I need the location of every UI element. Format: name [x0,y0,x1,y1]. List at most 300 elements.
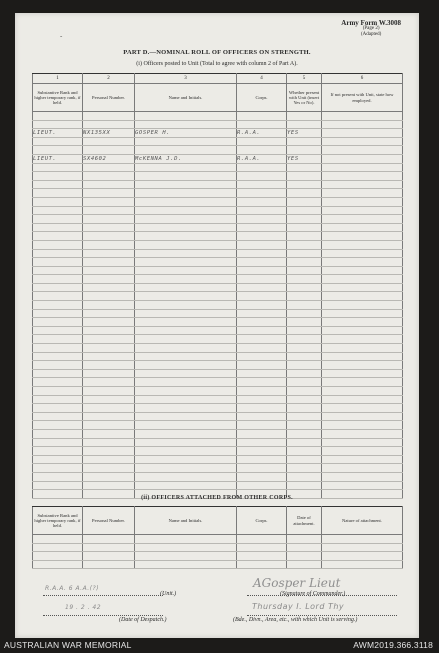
entry-personal-number [83,429,135,438]
header-rank: Substantive Rank and higher temporary rank, if held. [33,507,83,535]
entry-personal-number [83,447,135,456]
entry-corps [237,404,287,413]
entry-personal-number [83,223,135,232]
entry-employment [322,215,403,224]
entry-corps [237,215,287,224]
entry-name [135,472,237,481]
entry-personal-number [83,301,135,310]
unit-label: (Unit.) [160,591,177,597]
entry-name [135,535,237,544]
entry-rank [33,292,83,301]
table-row [33,481,403,490]
table-row [33,206,403,215]
entry-name [135,249,237,258]
entry-personal-number [83,369,135,378]
table-row [33,429,403,438]
entry-name [135,344,237,353]
entry-personal-number [83,249,135,258]
header-name: Name and Initials. [135,507,237,535]
entry-corps [237,535,287,544]
entry-present [287,206,322,215]
entry-personal-number [83,335,135,344]
entry-personal-number [83,172,135,181]
entry-rank [33,206,83,215]
entry-corps [237,240,287,249]
header-corps: Corps. [237,507,287,535]
table-row [33,249,403,258]
entry-corps [237,429,287,438]
entry-rank [33,146,83,155]
header-present: Whether present with Unit (insert Yes or No). [287,84,322,112]
entry-present: YES [287,154,322,163]
table-row [33,361,403,370]
entry-present [287,258,322,267]
entry-employment [322,447,403,456]
entry-rank [33,301,83,310]
entry-name [135,412,237,421]
table-row [33,369,403,378]
entry-name [135,283,237,292]
entry-present [287,412,322,421]
entry-rank [33,240,83,249]
entry-rank [33,172,83,181]
entry-name [135,240,237,249]
entry-corps [237,369,287,378]
table-row [33,240,403,249]
entry-present [287,146,322,155]
entry-employment [322,206,403,215]
entry-corps [237,455,287,464]
entry-employment [322,378,403,387]
col-number: 5 [287,74,322,84]
table-row [33,464,403,473]
entry-present [287,404,322,413]
entry-corps [237,137,287,146]
table-row [33,535,403,544]
entry-employment [322,395,403,404]
entry-present [287,344,322,353]
table-row [33,344,403,353]
table-row [33,275,403,284]
entry-employment [322,223,403,232]
table-row [33,146,403,155]
entry-corps [237,189,287,198]
entry-corps [237,275,287,284]
table-row [33,447,403,456]
entry-present [287,120,322,129]
entry-rank [33,455,83,464]
entry-present [287,189,322,198]
formation-value: Thursday I. Lord Thy [252,602,345,611]
table-row [33,120,403,129]
entry-present [287,447,322,456]
entry-personal-number [83,378,135,387]
entry-employment [322,535,403,544]
entry-name [135,421,237,430]
entry-corps [237,352,287,361]
entry-personal-number [83,455,135,464]
table-row [33,292,403,301]
entry-personal-number [83,258,135,267]
entry-corps [237,258,287,267]
entry-rank [33,421,83,430]
entry-personal-number [83,112,135,121]
entry-name [135,266,237,275]
entry-name [135,189,237,198]
entry-present [287,240,322,249]
entry-present [287,543,322,552]
entry-corps [237,438,287,447]
entry-employment [322,404,403,413]
entry-present [287,172,322,181]
entry-personal-number [83,283,135,292]
table-row [33,137,403,146]
entry-corps [237,120,287,129]
header-name: Name and Initials. [135,84,237,112]
entry-personal-number [83,481,135,490]
entry-employment [322,326,403,335]
entry-name [135,258,237,267]
entry-name [135,301,237,310]
entry-rank [33,112,83,121]
entry-name [135,180,237,189]
part-title: PART D.—NOMINAL ROLL OF OFFICERS ON STRENGTH. [123,49,311,56]
entry-personal-number [83,464,135,473]
entry-name [135,560,237,569]
entry-personal-number [83,266,135,275]
entry-present [287,335,322,344]
entry-corps [237,266,287,275]
despatch-line [43,615,163,616]
entry-corps [237,472,287,481]
entry-employment [322,292,403,301]
table-row [33,154,403,163]
table-row [33,180,403,189]
entry-rank [33,464,83,473]
entry-employment [322,543,403,552]
entry-employment [322,232,403,241]
entry-name [135,223,237,232]
header-attachment-date: Date of attachment. [287,507,322,535]
entry-rank [33,120,83,129]
entry-corps: R.A.A. [237,129,287,138]
entry-corps: R.A.A. [237,154,287,163]
entry-name [135,335,237,344]
table-row [33,215,403,224]
entry-corps [237,206,287,215]
entry-corps [237,387,287,396]
entry-personal-number [83,275,135,284]
entry-rank [33,472,83,481]
entry-present [287,223,322,232]
entry-personal-number [83,240,135,249]
entry-employment [322,112,403,121]
entry-name [135,455,237,464]
entry-personal-number [83,326,135,335]
entry-employment [322,472,403,481]
despatch-label: (Date of Despatch.) [119,617,167,623]
formation-label: (Bde., Divn., Area, etc., with which Unit is serving.) [233,617,358,623]
entry-name [135,309,237,318]
table-row [33,543,403,552]
table-row [33,395,403,404]
entry-personal-number: SX4602 [83,154,135,163]
entry-name [135,163,237,172]
entry-rank [33,283,83,292]
entry-name [135,552,237,561]
entry-employment [322,361,403,370]
entry-corps [237,464,287,473]
section-ii-title: (ii) OFFICERS ATTACHED FROM OTHER CORPS. [141,495,293,501]
entry-employment [322,189,403,198]
entry-rank [33,309,83,318]
entry-employment [322,197,403,206]
entry-rank [33,543,83,552]
entry-employment [322,335,403,344]
entry-present [287,249,322,258]
table-row [33,309,403,318]
entry-employment [322,180,403,189]
entry-employment [322,421,403,430]
entry-name [135,361,237,370]
entry-employment [322,481,403,490]
entry-personal-number [83,535,135,544]
entry-rank [33,352,83,361]
entry-rank [33,361,83,370]
entry-personal-number [83,387,135,396]
entry-corps [237,180,287,189]
entry-employment [322,137,403,146]
entry-rank [33,258,83,267]
entry-personal-number [83,146,135,155]
entry-corps [237,197,287,206]
entry-employment [322,560,403,569]
table-row [33,232,403,241]
entry-corps [237,223,287,232]
entry-present [287,455,322,464]
entry-personal-number [83,543,135,552]
form-number: Army Form W.3008 [341,19,401,27]
table-row [33,172,403,181]
officers-attached-table [32,506,403,569]
entry-personal-number [83,197,135,206]
entry-corps [237,232,287,241]
form-reference [341,20,401,38]
entry-personal-number [83,292,135,301]
entry-personal-number [83,180,135,189]
entry-corps [237,112,287,121]
table-row [33,404,403,413]
entry-corps [237,481,287,490]
entry-rank [33,560,83,569]
entry-employment [322,283,403,292]
entry-name [135,232,237,241]
entry-name: McKENNA J.D. [135,154,237,163]
entry-name [135,404,237,413]
entry-corps [237,249,287,258]
entry-personal-number [83,438,135,447]
entry-present [287,215,322,224]
col-number: 1 [33,74,83,84]
pencil-mark: - [60,32,63,40]
table-row [33,326,403,335]
entry-rank [33,318,83,327]
entry-rank [33,266,83,275]
table-row [33,552,403,561]
entry-name [135,447,237,456]
entry-rank [33,412,83,421]
entry-present [287,438,322,447]
entry-name [135,146,237,155]
table-row [33,301,403,310]
entry-employment [322,275,403,284]
header-rank: Substantive Rank and higher temporary rank, if held. [33,84,83,112]
table-row [33,189,403,198]
col-number: 2 [83,74,135,84]
entry-present [287,552,322,561]
entry-employment [322,464,403,473]
formation-line [247,615,397,616]
entry-employment [322,309,403,318]
entry-employment [322,258,403,267]
table-row [33,112,403,121]
entry-employment [322,249,403,258]
table-row [33,412,403,421]
entry-employment [322,129,403,138]
entry-name [135,292,237,301]
entry-personal-number [83,404,135,413]
entry-present [287,309,322,318]
entry-rank [33,438,83,447]
entry-employment [322,455,403,464]
entry-name [135,481,237,490]
entry-personal-number [83,120,135,129]
table-row [33,387,403,396]
entry-rank [33,552,83,561]
entry-personal-number [83,472,135,481]
header-personal-number: Personal Number. [83,507,135,535]
signature-label: (Signature of Commander.) [280,591,346,597]
entry-employment [322,172,403,181]
form-page-number: (Page 2) [362,26,380,31]
entry-name [135,369,237,378]
entry-employment [322,438,403,447]
entry-rank: LIEUT. [33,154,83,163]
entry-personal-number [83,344,135,353]
entry-employment [322,146,403,155]
table-row [33,223,403,232]
entry-corps [237,318,287,327]
entry-corps [237,552,287,561]
table-row [33,378,403,387]
entry-corps [237,395,287,404]
entry-corps [237,309,287,318]
entry-employment [322,154,403,163]
entry-name [135,352,237,361]
entry-personal-number [83,318,135,327]
credit-right: AWM2019.366.3118 [353,640,433,650]
entry-personal-number [83,552,135,561]
table-row [33,258,403,267]
entry-name [135,395,237,404]
despatch-value: 19 . 2 . 42 [65,604,102,611]
entry-employment [322,318,403,327]
unit-value: R.A.A. 6 A.A.(?) [45,585,100,592]
entry-name [135,378,237,387]
form-adapted: (Adapted) [361,32,382,37]
entry-name [135,275,237,284]
table-row [33,197,403,206]
entry-employment [322,301,403,310]
entry-employment [322,120,403,129]
table-row [33,560,403,569]
entry-corps [237,146,287,155]
entry-employment [322,412,403,421]
entry-present [287,266,322,275]
unit-line [43,595,163,596]
entry-personal-number [83,560,135,569]
entry-present [287,292,322,301]
header-personal-number: Personal Number. [83,84,135,112]
entry-name [135,318,237,327]
entry-name [135,326,237,335]
entry-present: YES [287,129,322,138]
entry-present [287,275,322,284]
col-number: 3 [135,74,237,84]
entry-present [287,137,322,146]
entry-name [135,120,237,129]
entry-personal-number [83,232,135,241]
entry-present [287,481,322,490]
entry-rank [33,223,83,232]
col-number: 4 [237,74,287,84]
entry-personal-number [83,189,135,198]
entry-rank [33,275,83,284]
entry-present [287,180,322,189]
table-row [33,455,403,464]
entry-present [287,318,322,327]
entry-present [287,283,322,292]
entry-corps [237,543,287,552]
entry-rank [33,429,83,438]
entry-corps [237,172,287,181]
entry-rank [33,395,83,404]
entry-rank [33,180,83,189]
officers-posted-table [32,73,403,499]
entry-present [287,421,322,430]
table-row [33,163,403,172]
entry-employment [322,163,403,172]
section-i-title: (i) Officers posted to Unit (Total to agree with column 2 of Part A). [136,61,298,67]
entry-corps [237,447,287,456]
entry-corps [237,301,287,310]
entry-present [287,472,322,481]
entry-rank [33,378,83,387]
entry-personal-number [83,421,135,430]
entry-personal-number: NX135XX [83,129,135,138]
entry-present [287,464,322,473]
entry-rank [33,344,83,353]
entry-employment [322,387,403,396]
entry-corps [237,283,287,292]
entry-personal-number [83,352,135,361]
entry-name [135,215,237,224]
entry-corps [237,421,287,430]
entry-name [135,137,237,146]
entry-rank [33,215,83,224]
table-row [33,318,403,327]
entry-corps [237,335,287,344]
